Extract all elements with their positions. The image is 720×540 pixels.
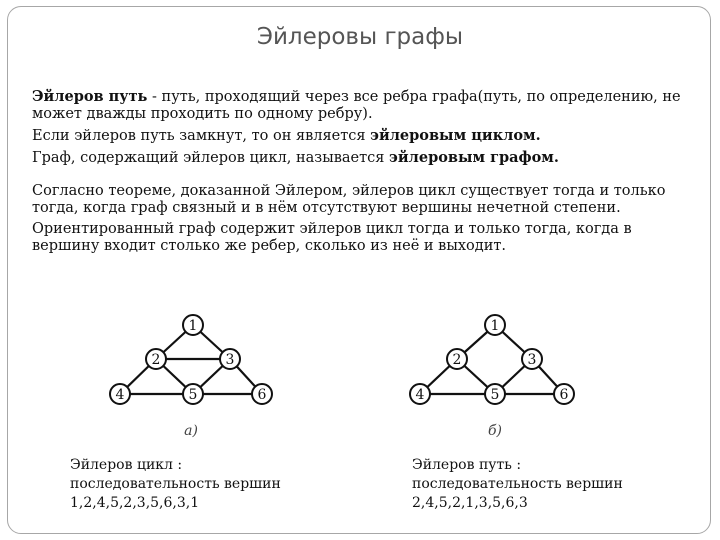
definitions-block bbox=[32, 88, 692, 259]
paragraph-directed-graph: Ориентированный граф содержит эйлеров цикл тогда и только тогда, когда в вершину входит столько же ребер, сколько из неё и выходит. bbox=[32, 221, 632, 254]
svg-text:4: 4 bbox=[415, 387, 425, 403]
node-1 bbox=[183, 315, 203, 335]
caption-a-sequence: 1,2,4,5,2,3,5,6,3,1 bbox=[70, 495, 200, 511]
node-4 bbox=[410, 384, 430, 404]
svg-text:6: 6 bbox=[559, 387, 569, 403]
slide-title: Эйлеровы графы bbox=[256, 24, 464, 50]
euler-cycle-intro: Если эйлеров путь замкнут, то он является bbox=[32, 128, 371, 144]
graph-b-label: б) bbox=[487, 423, 503, 439]
svg-text:3: 3 bbox=[225, 352, 235, 368]
svg-text:5: 5 bbox=[188, 387, 198, 403]
node-5 bbox=[485, 384, 505, 404]
node-1 bbox=[485, 315, 505, 335]
paragraph-euler-graph bbox=[32, 149, 692, 167]
svg-text:4: 4 bbox=[115, 387, 125, 403]
svg-text:6: 6 bbox=[257, 387, 267, 403]
svg-text:5: 5 bbox=[490, 387, 500, 403]
term-euler-path: Эйлеров путь bbox=[32, 88, 148, 105]
term-euler-graph: эйлеровым графом. bbox=[389, 149, 559, 166]
svg-text:2: 2 bbox=[452, 352, 462, 368]
graph-a bbox=[100, 305, 290, 445]
node-6 bbox=[554, 384, 574, 404]
svg-text:3: 3 bbox=[527, 352, 537, 368]
paragraph-euler-path bbox=[32, 88, 692, 123]
node-2 bbox=[146, 349, 166, 369]
node-3 bbox=[220, 349, 240, 369]
graph-a-label: а) bbox=[184, 423, 198, 439]
svg-text:1: 1 bbox=[490, 318, 500, 334]
slide-frame bbox=[7, 6, 711, 534]
graph-b bbox=[400, 305, 590, 445]
caption-a bbox=[70, 456, 281, 513]
svg-text:1: 1 bbox=[188, 318, 198, 334]
node-6 bbox=[252, 384, 272, 404]
node-2 bbox=[447, 349, 467, 369]
paragraph-theorem: Согласно теореме, доказанной Эйлером, эйлеров цикл существует тогда и только тогда, когда граф связный и в нём отсутствуют вершины нечетной степени. bbox=[32, 183, 666, 216]
svg-text:2: 2 bbox=[151, 352, 161, 368]
paragraph-euler-cycle bbox=[32, 127, 692, 145]
node-4 bbox=[110, 384, 130, 404]
caption-b bbox=[412, 456, 623, 513]
caption-a-title: Эйлеров цикл : bbox=[70, 457, 183, 473]
caption-b-subtitle: последовательность вершин bbox=[412, 476, 623, 492]
caption-a-subtitle: последовательность вершин bbox=[70, 476, 281, 492]
caption-b-sequence: 2,4,5,2,1,3,5,6,3 bbox=[412, 495, 528, 511]
node-5 bbox=[183, 384, 203, 404]
caption-b-title: Эйлеров путь : bbox=[412, 457, 522, 473]
euler-path-definition: - путь, проходящий через все ребра графа(путь, по определению, не может дважды проходить по одному ребру). bbox=[32, 89, 681, 122]
term-euler-cycle: эйлеровым циклом. bbox=[370, 127, 541, 144]
node-3 bbox=[522, 349, 542, 369]
euler-graph-intro: Граф, содержащий эйлеров цикл, называется bbox=[32, 150, 390, 166]
